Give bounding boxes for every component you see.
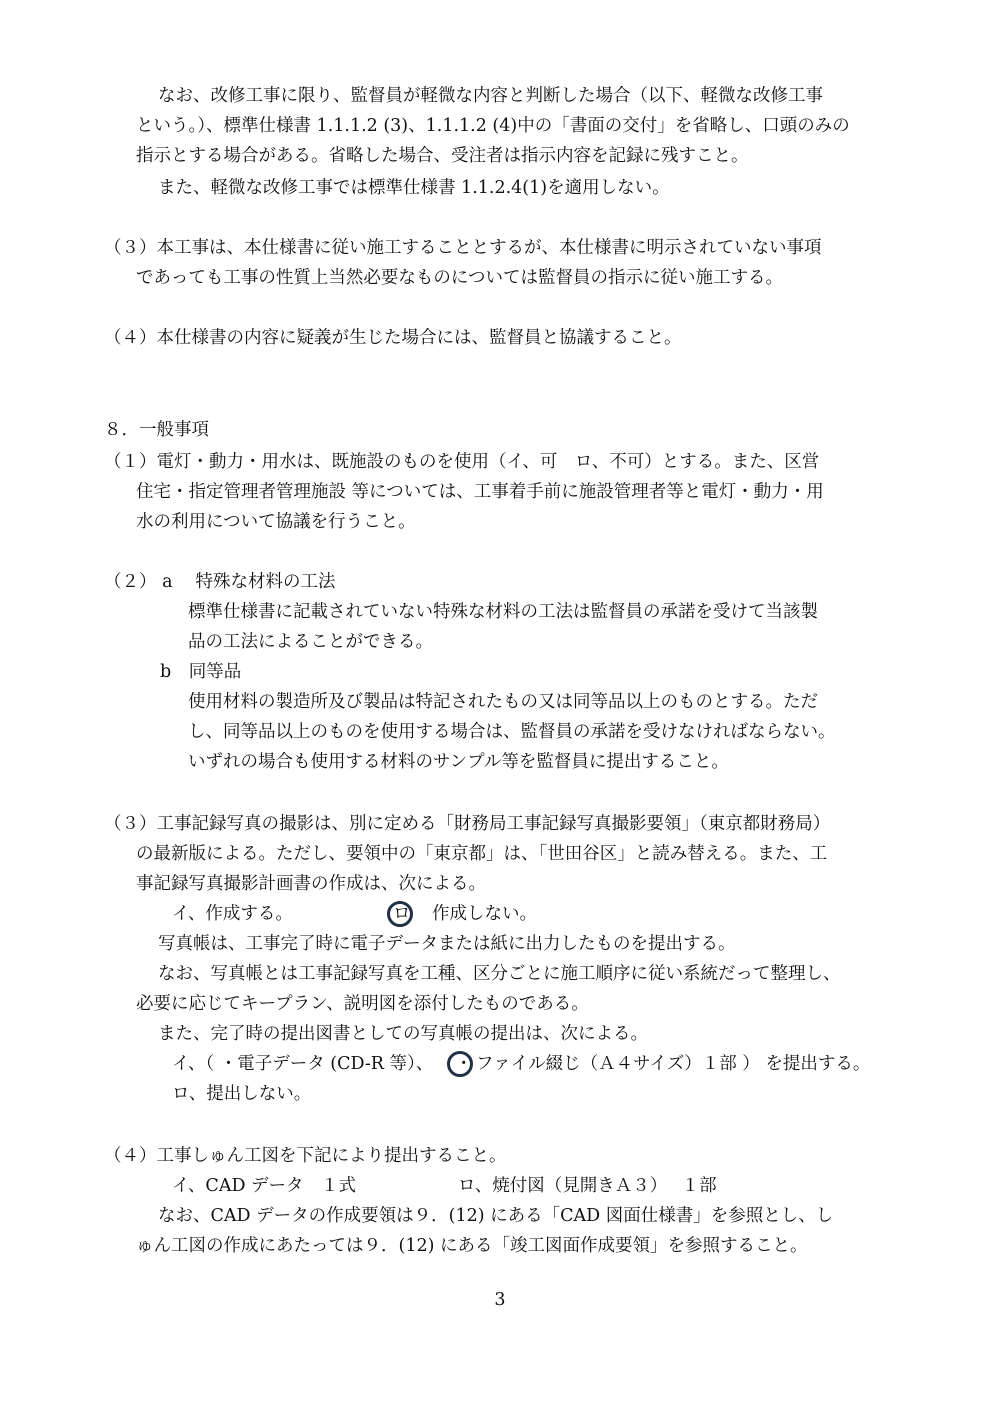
s8-p2-a-title: （２） a 特殊な材料の工法 xyxy=(104,572,336,592)
s8-p3-sub-a-part-2: ファイル綴じ（Ａ４サイズ）１部 ） を提出する。 xyxy=(476,1054,871,1074)
s8-p3-option-b-mark: ロ xyxy=(393,904,411,924)
s8-p4-option-a: イ、CAD データ １式 xyxy=(172,1176,357,1196)
intro-line-2: という。）、標準仕様書 1.1.1.2 (3)、1.1.1.2 (4)中の「書面の交付」を省略し、口頭のみの xyxy=(136,116,850,136)
s8-p2-b-title: b 同等品 xyxy=(160,662,242,682)
s8-p1-line-2: 住宅・指定管理者管理施設 等については、工事着手前に施設管理者等と電灯・動力・用 xyxy=(136,482,824,502)
s8-p3-line-5: なお、写真帳とは工事記録写真を工種、区分ごとに施工順序に従い系統だって整理し、 xyxy=(158,964,841,984)
s8-p4-option-b: ロ、焼付図（見開きＡ３） １部 xyxy=(458,1176,717,1196)
s8-p4-line-1: （４）工事しゅん工図を下記により提出すること。 xyxy=(104,1146,507,1166)
s8-p3-line-3: 事記録写真撮影計画書の作成は、次による。 xyxy=(136,874,486,894)
page-number: 3 xyxy=(494,1290,506,1310)
s8-p2-a-line-1: 標準仕様書に記載されていない特殊な材料の工法は監督員の承諾を受けて当該製 xyxy=(188,602,818,622)
intro-line-4: また、軽微な改修工事では標準仕様書 1.1.2.4(1)を適用しない。 xyxy=(158,178,670,198)
s8-p3-option-b-text: 作成しない。 xyxy=(432,904,537,924)
section8-heading: ８．一般事項 xyxy=(104,420,209,440)
item3-line-2: であっても工事の性質上当然必要なものについては監督員の指示に従い施工する。 xyxy=(136,268,783,288)
s8-p3-option-a: イ、作成する。 xyxy=(172,904,293,924)
s8-p3-line-4: 写真帳は、工事完了時に電子データまたは紙に出力したものを提出する。 xyxy=(158,934,736,954)
intro-line-1: なお、改修工事に限り、監督員が軽微な内容と判断した場合（以下、軽微な改修工事 xyxy=(158,86,823,106)
s8-p3-sub-a-mark: ・ xyxy=(455,1054,473,1074)
s8-p2-b-line-3: いずれの場合も使用する材料のサンプル等を監督員に提出すること。 xyxy=(188,752,729,772)
intro-line-3: 指示とする場合がある。省略した場合、受注者は指示内容を記録に残すこと。 xyxy=(136,146,749,166)
s8-p3-sub-b: ロ、提出しない。 xyxy=(172,1084,312,1104)
s8-p3-line-7: また、完了時の提出図書としての写真帳の提出は、次による。 xyxy=(158,1024,648,1044)
item3-line-1: （３）本工事は、本仕様書に従い施工することとするが、本仕様書に明示されていない事項 xyxy=(104,238,822,258)
s8-p3-sub-a-part-1: イ、（ ・電子データ (CD-R 等）、 xyxy=(172,1054,434,1074)
item4-line-1: （４）本仕様書の内容に疑義が生じた場合には、監督員と協議すること。 xyxy=(104,328,682,348)
s8-p3-line-1: （３）工事記録写真の撮影は、別に定める「財務局工事記録写真撮影要領」（東京都財務局） xyxy=(104,814,831,834)
s8-p4-line-3: ゅん工図の作成にあたっては９．(12) にある「竣工図面作成要領」を参照すること。 xyxy=(136,1236,808,1256)
s8-p2-b-line-1: 使用材料の製造所及び製品は特記されたもの又は同等品以上のものとする。ただ xyxy=(188,692,818,712)
s8-p1-line-1: （１）電灯・動力・用水は、既施設のものを使用（イ、可 ロ、不可）とする。また、区営 xyxy=(104,452,820,472)
s8-p2-a-line-2: 品の工法によることができる。 xyxy=(188,632,433,652)
s8-p3-line-6: 必要に応じてキープラン、説明図を添付したものである。 xyxy=(136,994,589,1014)
s8-p4-line-2: なお、CAD データの作成要領は９．(12) にある「CAD 図面仕様書」を参照とし、し xyxy=(158,1206,834,1226)
s8-p1-line-3: 水の利用について協議を行うこと。 xyxy=(136,512,416,532)
s8-p3-line-2: の最新版による。ただし、要領中の「東京都」は、「世田谷区」と読み替える。また、工 xyxy=(136,844,828,864)
s8-p2-b-line-2: し、同等品以上のものを使用する場合は、監督員の承諾を受けなければならない。 xyxy=(188,722,836,742)
